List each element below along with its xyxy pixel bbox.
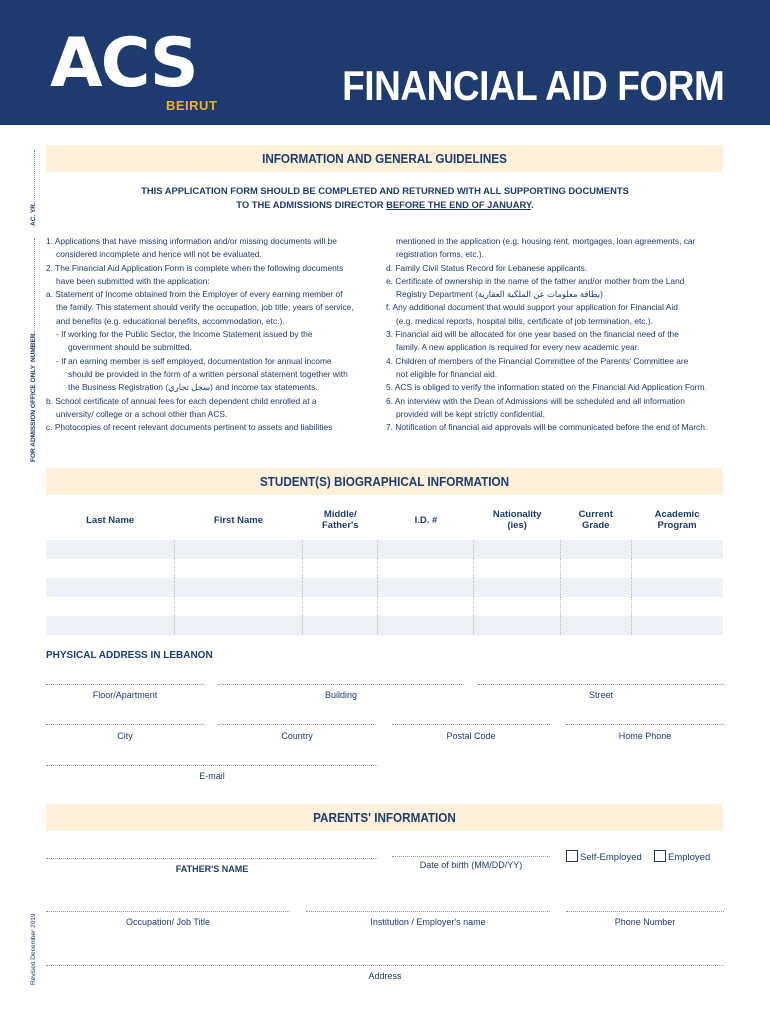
guideline-line: 5. ACS is obliged to verify the information stated on the Financial Aid Application Form. — [386, 382, 707, 393]
table-cell[interactable] — [631, 540, 723, 559]
guideline-line: mentioned in the application (e.g. housing rent, mortgages, loan agreements, car — [396, 236, 696, 246]
guideline-line: and benefits (e.g. educational benefits, accommodation, etc.). — [56, 315, 285, 326]
floor-line[interactable] — [46, 684, 204, 685]
table-cell[interactable] — [46, 597, 174, 616]
table-cell[interactable] — [560, 540, 631, 559]
table-cell[interactable] — [303, 616, 378, 635]
table-cell[interactable] — [46, 540, 174, 559]
guideline-line: e. Certificate of ownership in the name of the father and/or mother from the Land — [386, 275, 685, 286]
street-line[interactable] — [478, 684, 724, 685]
table-cell[interactable] — [474, 616, 560, 635]
table-cell[interactable] — [560, 616, 631, 635]
side-label-office: FOR ADMISSION OFFICE ONLY — [30, 364, 37, 462]
guidelines-intro — [100, 184, 670, 212]
table-cell[interactable] — [378, 540, 474, 559]
column-header: Last Name — [86, 514, 135, 526]
table-row — [46, 616, 723, 635]
table-cell[interactable] — [174, 540, 302, 559]
floor-label: Floor/Apartment — [92, 690, 158, 700]
guidelines-heading: INFORMATION AND GENERAL GUIDELINES — [262, 151, 507, 166]
side-acyr-line — [34, 150, 35, 212]
dob-label: Date of birth (MM/DD/YY) — [419, 860, 523, 870]
intro-suffix: . — [531, 199, 534, 210]
parents-heading: PARENTS' INFORMATION — [313, 810, 456, 825]
country-label: Country — [281, 731, 313, 741]
guideline-line: - If working for the Public Sector, the Income Statement issued by the — [56, 329, 313, 340]
employed-checkbox[interactable] — [654, 850, 666, 862]
guideline-line: the Business Registration (سجل تجاري) and income tax statements. — [68, 382, 318, 393]
table-cell[interactable] — [474, 559, 560, 578]
guideline-line: - If an earning member is self employed, documentation for annual income — [56, 355, 332, 366]
address-heading: PHYSICAL ADDRESS IN LEBANON — [46, 650, 213, 661]
side-label-ac-yr: AC. YR. — [30, 202, 37, 226]
form-title: FINANCIAL AID FORM — [341, 62, 724, 109]
guideline-line: a. Statement of Income obtained from the Employer of every earning member of — [46, 289, 343, 300]
guideline-line: university/ college or a school other than ACS. — [56, 408, 228, 419]
table-cell[interactable] — [46, 559, 174, 578]
self-employed-option[interactable] — [566, 850, 642, 863]
parents-heading-band — [46, 804, 723, 831]
city-label: City — [117, 731, 133, 741]
table-cell[interactable] — [560, 559, 631, 578]
table-cell[interactable] — [631, 559, 723, 578]
guideline-line: c. Photocopies of recent relevant documents pertinent to assets and liabilities — [46, 422, 333, 433]
guideline-line: family. A new application is required for every new academic year. — [396, 342, 640, 353]
column-header: Academic Program — [654, 509, 700, 531]
table-cell[interactable] — [46, 616, 174, 635]
table-cell[interactable] — [46, 578, 174, 597]
side-label-number: NUMBER — [30, 333, 37, 362]
guideline-line: d. Family Civil Status Record for Lebanese applicants. — [386, 262, 588, 273]
intro-line-2 — [100, 198, 670, 212]
guidelines-heading-band — [46, 145, 723, 172]
guidelines-left-column — [46, 235, 381, 434]
street-label: Street — [588, 690, 613, 700]
table-row — [46, 578, 723, 597]
guideline-line: the family. This statement should verify the occupation, job title, years of service, — [56, 302, 354, 313]
table-cell[interactable] — [303, 597, 378, 616]
self-employed-checkbox[interactable] — [566, 850, 578, 862]
table-cell[interactable] — [378, 616, 474, 635]
guideline-line: 4. Children of members of the Financial Committee of the Parents' Committee are — [386, 355, 689, 366]
guidelines-right-column — [386, 235, 726, 434]
fathers-name-line[interactable] — [46, 858, 378, 859]
side-label-revised: Revised December 2019 — [30, 913, 37, 985]
column-header: Current Grade — [578, 509, 613, 531]
guideline-line: Registry Department (بطاقة معلومات عن الملكية العقارية) — [396, 289, 603, 300]
intro-line-1: THIS APPLICATION FORM SHOULD BE COMPLETED AND RETURNED WITH ALL SUPPORTING DOCUMENTS — [141, 185, 629, 196]
guideline-line: 6. An interview with the Dean of Admissions will be scheduled and all information — [386, 395, 685, 406]
table-row — [46, 597, 723, 616]
table-row — [46, 559, 723, 578]
table-cell[interactable] — [174, 616, 302, 635]
guideline-line: registration forms, etc.). — [396, 249, 484, 260]
email-line[interactable] — [46, 765, 378, 766]
building-label: Building — [324, 690, 358, 700]
employed-option[interactable] — [654, 850, 710, 863]
institution-line[interactable] — [306, 911, 550, 912]
guideline-line: 7. Notification of financial aid approvals will be communicated before the end of March. — [386, 422, 708, 433]
student-heading-band — [46, 468, 723, 495]
table-cell[interactable] — [303, 559, 378, 578]
guideline-line: should be provided in the form of a written personal statement together with — [68, 368, 348, 379]
guideline-line: b. School certificate of annual fees for each dependent child enrolled at a — [46, 395, 317, 406]
side-number-line — [34, 238, 35, 336]
guideline-line: 3. Financial aid will be allocated for one year based on the financial need of the — [386, 329, 679, 340]
guideline-line: 2. The Financial Aid Application Form is complete when the following documents — [46, 262, 344, 273]
acs-logo — [50, 24, 218, 120]
table-cell[interactable] — [631, 597, 723, 616]
phone-label: Phone Number — [614, 917, 676, 927]
guideline-line: 1. Applications that have missing information and/or missing documents will be — [46, 236, 337, 246]
fathers-name-label: FATHER'S NAME — [175, 864, 249, 874]
logo-sub-text: BEIRUT — [166, 98, 218, 113]
building-line[interactable] — [218, 684, 464, 685]
student-table — [46, 500, 723, 635]
table-cell[interactable] — [474, 540, 560, 559]
guideline-line: f. Any additional document that would support your application for Financial Aid — [386, 302, 678, 313]
table-cell[interactable] — [303, 540, 378, 559]
table-cell[interactable] — [560, 578, 631, 597]
postal-line[interactable] — [392, 724, 550, 725]
table-cell[interactable] — [174, 597, 302, 616]
column-header: First Name — [213, 514, 264, 526]
table-cell[interactable] — [378, 559, 474, 578]
home-phone-label: Home Phone — [618, 731, 672, 741]
column-header: Nationality (ies) — [492, 509, 542, 531]
institution-label: Institution / Employer's name — [370, 917, 486, 927]
guideline-line: considered incomplete and hence will not be evaluated. — [56, 249, 262, 260]
address-line[interactable] — [46, 965, 724, 966]
home-phone-line[interactable] — [566, 724, 724, 725]
table-cell[interactable] — [174, 559, 302, 578]
email-label: E-mail — [199, 771, 225, 781]
guideline-line: provided will be kept strictly confidential. — [396, 408, 545, 419]
self-employed-label: Self-Employed — [580, 852, 642, 863]
table-cell[interactable] — [378, 597, 474, 616]
employed-label: Employed — [668, 852, 711, 863]
guideline-line: government should be submitted. — [68, 342, 192, 353]
table-cell[interactable] — [303, 578, 378, 597]
student-heading: STUDENT(S) BIOGRAPHICAL INFORMATION — [259, 474, 510, 489]
intro-prefix: TO THE ADMISSIONS DIRECTOR — [236, 199, 387, 210]
table-cell[interactable] — [378, 578, 474, 597]
occupation-label: Occupation/ Job Title — [125, 917, 211, 927]
occupation-line[interactable] — [46, 911, 290, 912]
column-header: I.D. # — [414, 514, 438, 526]
logo-main-text: ACS — [50, 24, 197, 103]
guideline-line: (e.g. medical reports, hospital bills, certificate of job termination, etc.). — [396, 315, 653, 326]
table-cell[interactable] — [560, 597, 631, 616]
table-cell[interactable] — [474, 578, 560, 597]
guideline-line: have been submitted with the application: — [56, 275, 210, 286]
postal-label: Postal Code — [446, 731, 496, 741]
table-cell[interactable] — [631, 616, 723, 635]
guideline-line: not eligible for financial aid. — [396, 368, 498, 379]
phone-line[interactable] — [566, 911, 724, 912]
table-cell[interactable] — [631, 578, 723, 597]
city-line[interactable] — [46, 724, 204, 725]
parent-address-label: Address — [368, 971, 402, 981]
intro-deadline: BEFORE THE END OF JANUARY — [386, 199, 532, 210]
country-line[interactable] — [218, 724, 376, 725]
table-row — [46, 540, 723, 559]
table-cell[interactable] — [174, 578, 302, 597]
table-cell[interactable] — [474, 597, 560, 616]
column-header: Middle/ Father's — [321, 509, 359, 531]
dob-line[interactable] — [392, 856, 550, 857]
